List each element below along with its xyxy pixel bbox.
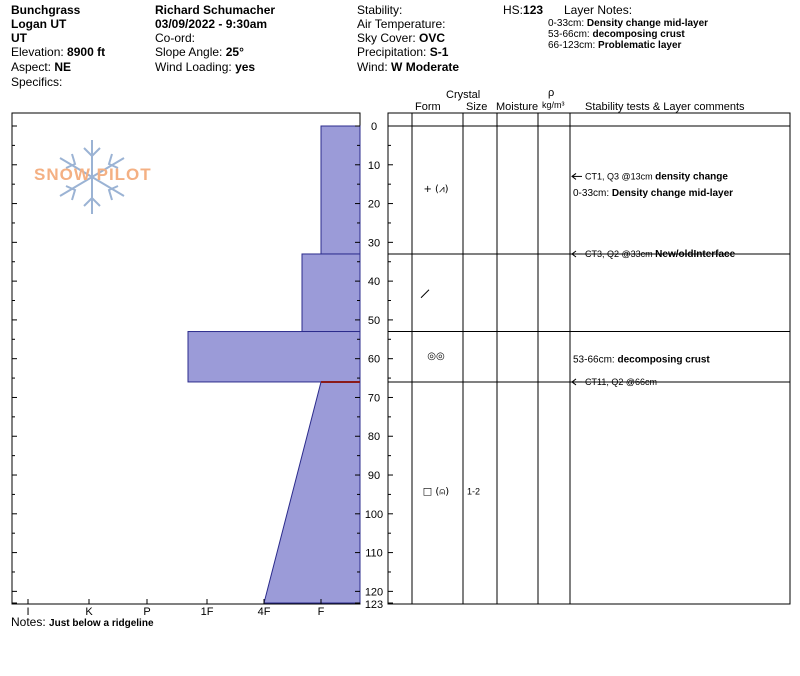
slope-label: Slope Angle: [155, 45, 223, 59]
stability-test-label [585, 171, 728, 182]
layer-comment-text: Density change mid-layer [611, 187, 734, 199]
layer-comment-text: decomposing crust [617, 354, 710, 366]
location-region: Logan UT [11, 17, 67, 31]
elevation-value: 8900 ft [67, 45, 106, 59]
location-state: UT [11, 31, 27, 45]
crystal-header: Crystal [446, 89, 481, 101]
layer-comment [573, 188, 733, 199]
crystal-form-symbol: + (⩘) [423, 184, 449, 196]
layer-comment-range: 53-66cm: [573, 354, 618, 366]
stability-test-comment: New/oldInterface [655, 248, 736, 260]
stability-label: Stability: [357, 3, 403, 17]
stability-test-result: CT3, Q2 @33cm [585, 248, 656, 259]
slope-value: 25° [225, 45, 244, 59]
stability-test-label [585, 377, 657, 387]
elevation-label: Elevation: [11, 45, 64, 59]
depth-tick-label: 60 [367, 353, 381, 366]
hardness-layer-bar [321, 126, 360, 254]
size-header: Size [466, 101, 488, 113]
depth-tick-label: 110 [365, 547, 383, 560]
crystal-form-symbol [421, 290, 429, 298]
depth-tick-label: 100 [364, 508, 384, 521]
wind-label: Wind: [357, 60, 388, 74]
specifics-label: Specifics: [11, 75, 63, 89]
depth-tick-label: 0 [370, 121, 378, 133]
crystal-form-symbol: ◎◎ [427, 350, 445, 362]
depth-tick-label: 80 [367, 431, 381, 444]
crystal-size: 1-2 [467, 486, 481, 497]
layer-note-range: 66-123cm: [548, 40, 596, 51]
hardness-tick-label: P [143, 606, 151, 618]
depth-tick-label: 30 [367, 237, 381, 250]
sky-label: Sky Cover: [357, 31, 416, 45]
hardness-layer-bar [302, 254, 360, 332]
stability-test-comment: density change [655, 171, 728, 183]
coord-label: Co-ord: [155, 31, 196, 45]
aspect-label: Aspect: [11, 60, 52, 74]
hs-value: 123 [523, 3, 544, 17]
form-header: Form [415, 101, 441, 113]
observation-datetime: 03/09/2022 - 9:30am [155, 17, 268, 31]
depth-tick-label: 50 [367, 314, 381, 327]
stability-test-label [585, 249, 736, 260]
layer-note-range: 0-33cm: [548, 18, 585, 29]
precip-value: S-1 [429, 45, 449, 59]
layer-note-range: 53-66cm: [548, 29, 590, 40]
location-name: Bunchgrass [11, 3, 81, 17]
hardness-tick-label: F [317, 606, 325, 618]
density-unit-header: kg/m³ [542, 100, 565, 110]
crystal-form-symbol: □ (⍝) [422, 486, 450, 498]
hardness-layer-bar [188, 332, 360, 382]
layer-notes-title: Layer Notes: [564, 3, 633, 17]
depth-tick-label: 10 [367, 159, 381, 172]
hardness-tick-label: 4F [257, 606, 271, 618]
depth-tick-label: 70 [367, 392, 381, 405]
hardness-tick-label: I [26, 606, 30, 618]
stability-test-result: CT1, Q3 @13cm [585, 171, 656, 182]
hardness-tick-label: K [85, 606, 93, 618]
notes-value: Just below a ridgeline [49, 618, 154, 629]
wind-loading-label: Wind Loading: [155, 60, 232, 74]
hardness-tick-label: 1F [200, 606, 214, 618]
layer-note-text: Problematic layer [598, 40, 682, 51]
aspect-value: NE [54, 60, 72, 74]
precip-label: Precipitation: [357, 45, 427, 59]
wind-value: W Moderate [391, 60, 460, 74]
layer-comment-range: 0-33cm: [573, 187, 612, 199]
logo-text: SNOW PILOT [34, 165, 152, 184]
wind-loading-value: yes [235, 60, 256, 74]
stability-test-result: CT11, Q2 @66cm [585, 376, 657, 387]
air-temp-label: Air Temperature: [357, 17, 446, 31]
observer-name: Richard Schumacher [155, 3, 276, 17]
stability-header: Stability tests & Layer comments [585, 101, 745, 113]
depth-tick-label: 123 [364, 599, 384, 611]
depth-tick-label: 90 [367, 470, 381, 483]
depth-tick-label: 120 [364, 586, 384, 599]
layer-note-text: Density change mid-layer [586, 18, 709, 29]
notes-label: Notes: [11, 615, 46, 629]
density-rho-header: ρ [548, 87, 555, 99]
hardness-layer-bar [264, 382, 360, 603]
depth-tick-label: 40 [367, 276, 381, 289]
hs-label: HS: [503, 3, 524, 17]
sky-value: OVC [419, 31, 446, 45]
moisture-header: Moisture [496, 101, 539, 113]
layer-note-text: decomposing crust [592, 29, 685, 40]
depth-tick-label: 20 [367, 198, 381, 211]
layer-comment [573, 355, 710, 366]
